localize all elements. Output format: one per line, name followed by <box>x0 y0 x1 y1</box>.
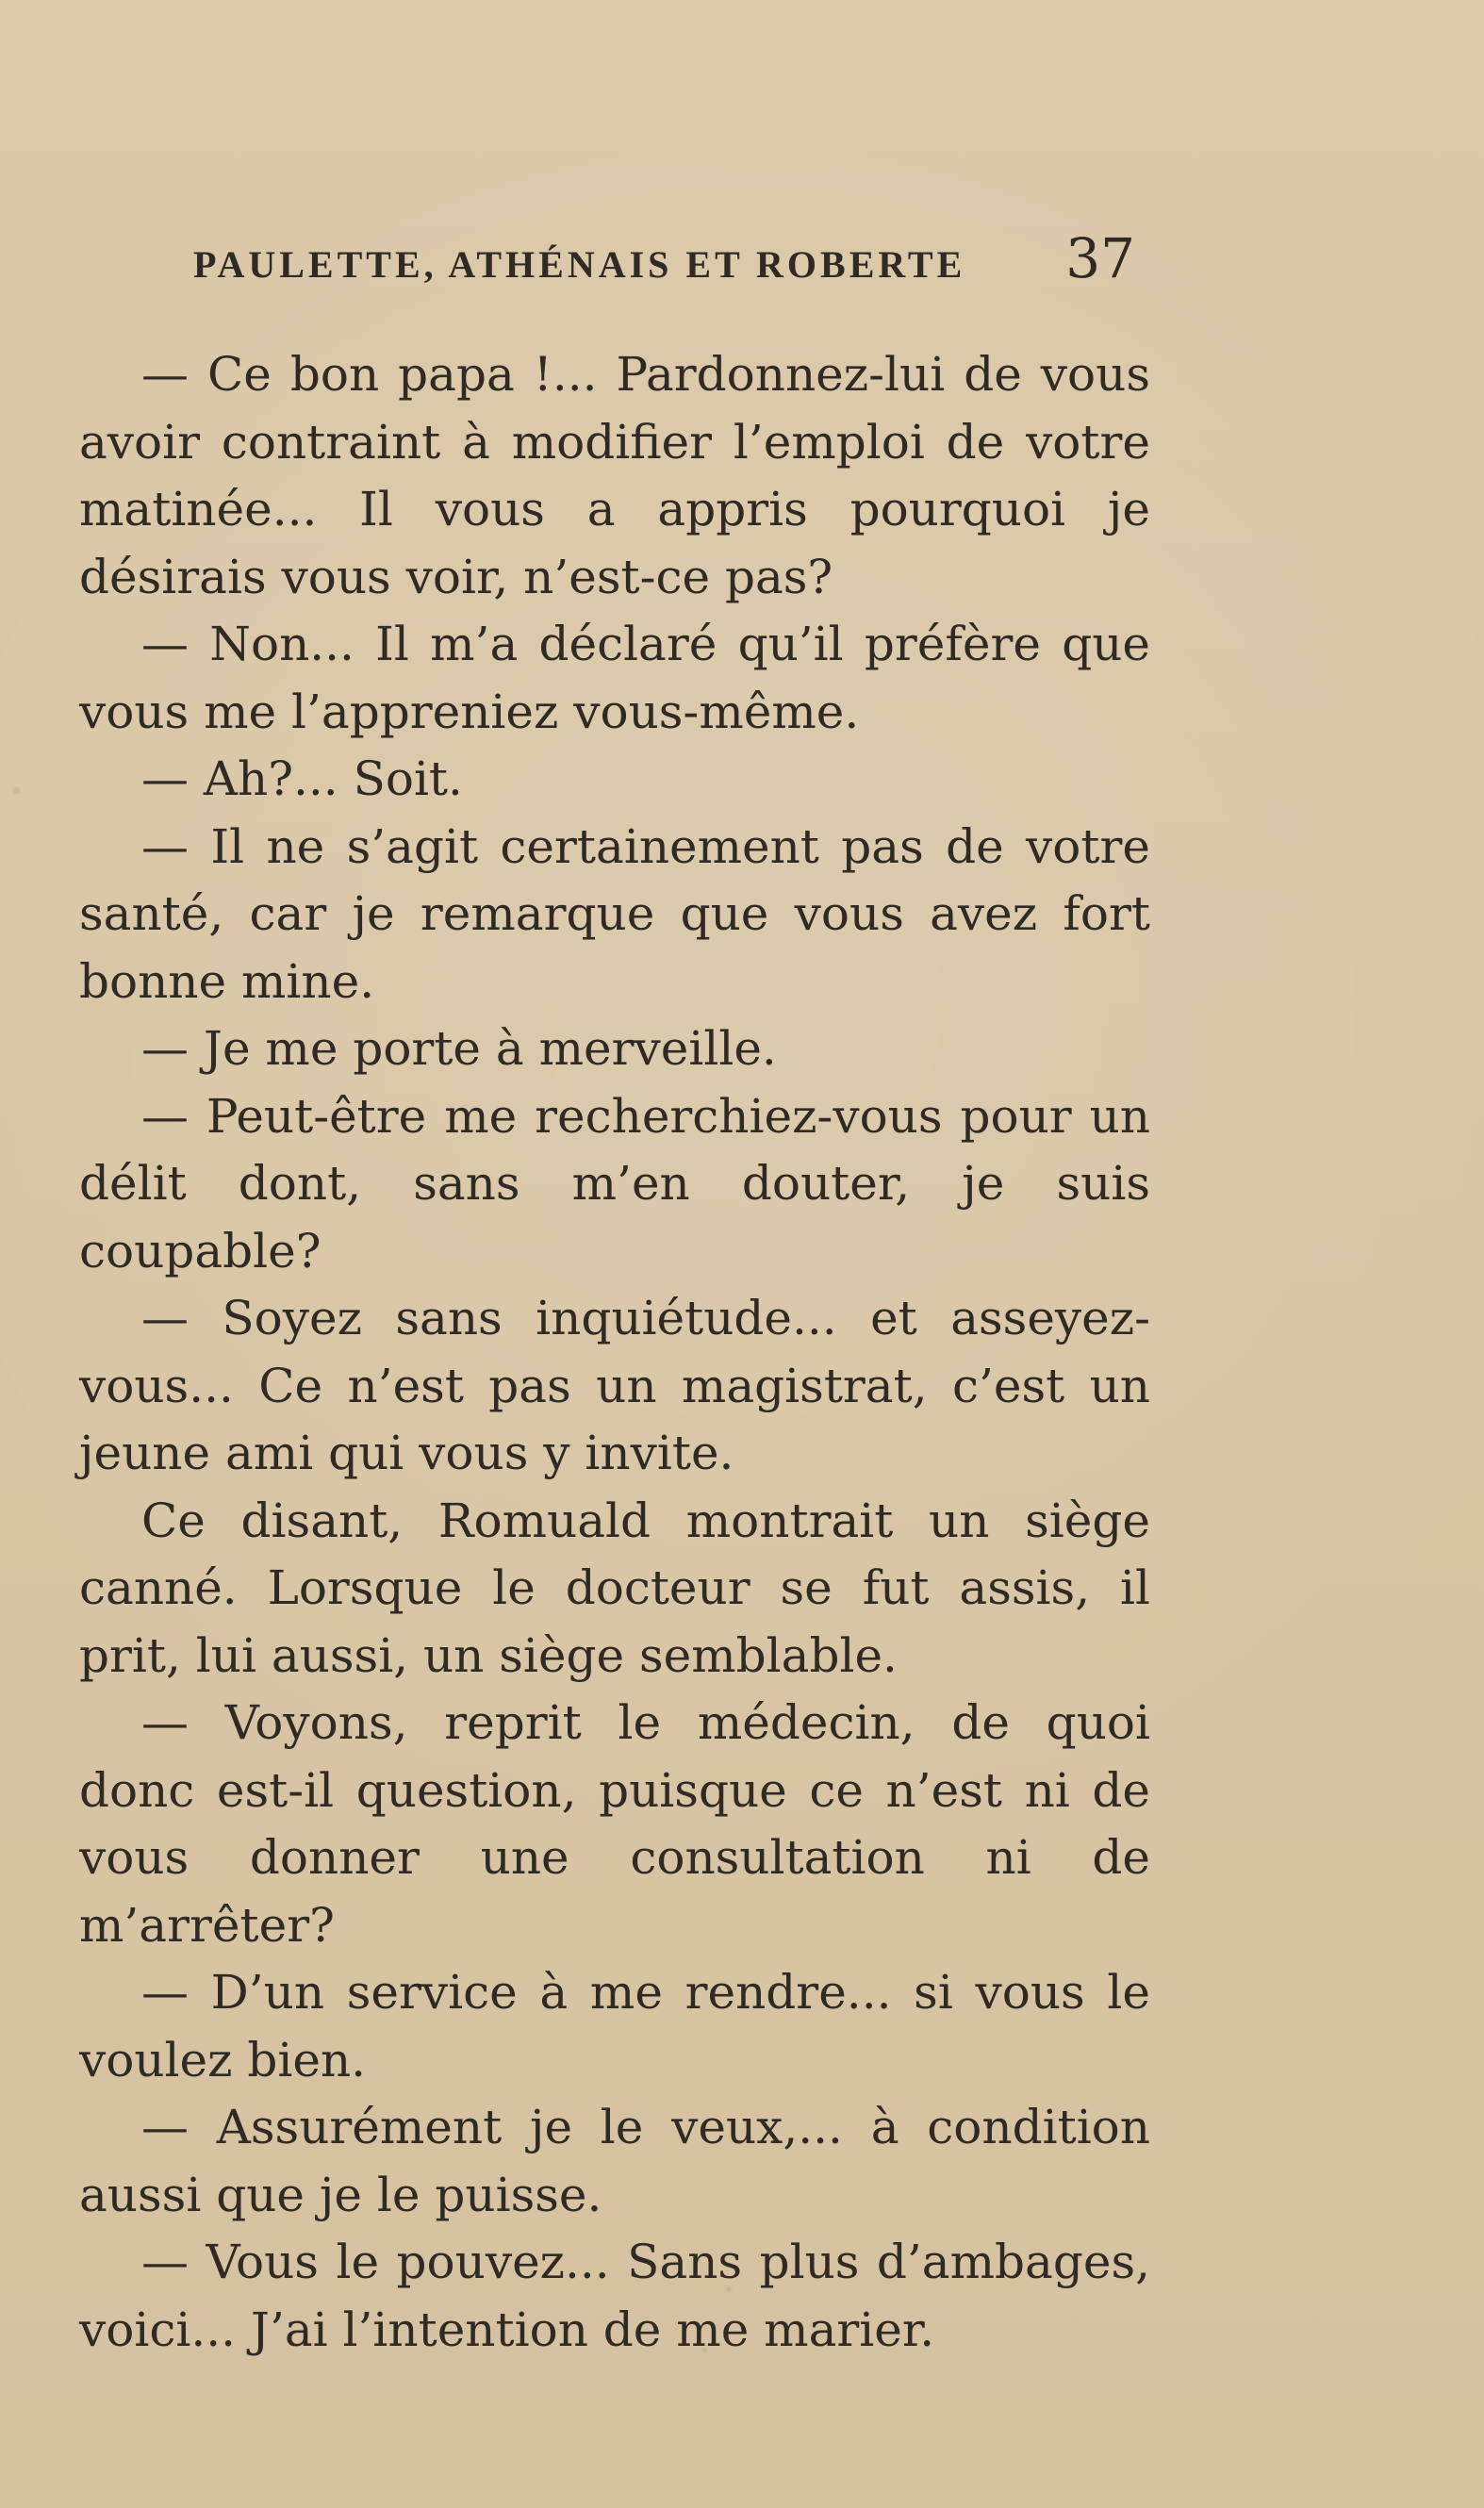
paragraph: — Non... Il m’a déclaré qu’il préfère que vous me l’appreniez vous-même. <box>79 617 1150 739</box>
page-number: 37 <box>1065 226 1135 290</box>
paragraph: Ce disant, Romuald montrait un siège canné. Lorsque le docteur se fut assis, il prit, lui aussi, un siège semblable. <box>79 1493 1150 1683</box>
paragraph: — Assurément je le veux,... à condition aussi que je le puisse. <box>79 2100 1150 2222</box>
page-header <box>193 226 1135 290</box>
paragraph: — Peut-être me recherchiez-vous pour un délit dont, sans m’en douter, je suis coupable? <box>79 1088 1150 1279</box>
paragraph: — Soyez sans inquiétude... et asseyez-vous... Ce n’est pas un magistrat, c’est un jeune ami qui vous y invite. <box>79 1291 1150 1480</box>
paper-spot <box>726 2286 732 2292</box>
page-body <box>79 341 1150 2364</box>
paragraph: — Ah?... Soit. <box>141 751 463 806</box>
paper-spot <box>702 2348 707 2352</box>
paragraph: — Il ne s’agit certainement pas de votre santé, car je remarque que vous avez fort bonne mine. <box>79 818 1150 1009</box>
paragraph: — Vous le pouvez... Sans plus d’ambages, voici... J’ai l’intention de me marier. <box>79 2235 1150 2357</box>
paper-spot <box>13 787 20 794</box>
paragraph: — Voyons, reprit le médecin, de quoi donc est-il question, puisque ce n’est ni de vous donner une consultation ni de m’arrêter? <box>79 1695 1150 1953</box>
paragraph: — D’un service à me rendre... si vous le voulez bien. <box>79 1965 1150 2087</box>
paragraph: — Je me porte à merveille. <box>141 1021 777 1076</box>
running-title: PAULETTE, ATHÉNAIS ET ROBERTE <box>193 243 966 286</box>
paragraph: — Ce bon papa !... Pardonnez-lui de vous avoir contraint à modifier l’emploi de votre matinée... Il vous a appris pourquoi je désirais vous voir, n’est-ce pas? <box>79 347 1150 604</box>
